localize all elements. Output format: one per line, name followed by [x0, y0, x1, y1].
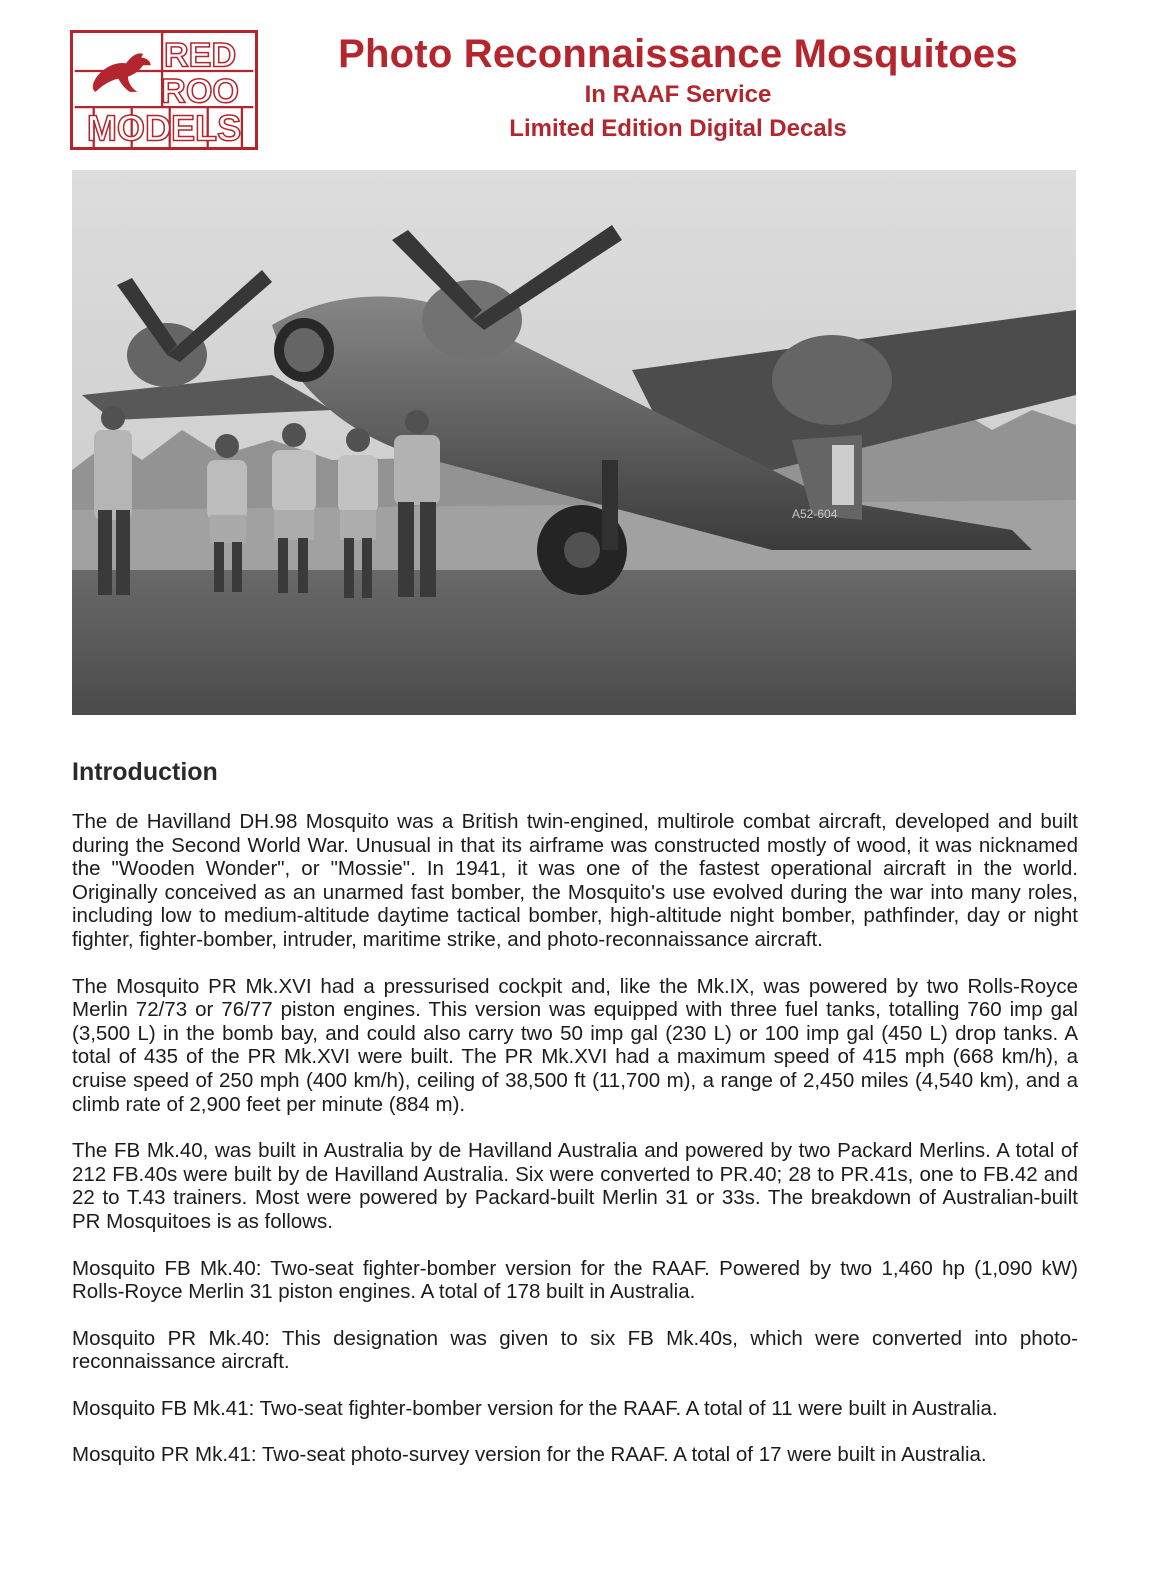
page-title: Photo Reconnaissance Mosquitoes	[338, 32, 1018, 76]
svg-text:ROO: ROO	[161, 72, 240, 111]
logo-graphic	[73, 33, 255, 147]
red-roo-models-logo	[70, 30, 258, 150]
kangaroo-icon	[93, 53, 151, 91]
svg-text:A52-604: A52-604	[792, 507, 838, 521]
section-heading: Introduction	[72, 758, 218, 786]
page-subtitle-secondary: Limited Edition Digital Decals	[509, 115, 847, 142]
page-header	[268, 30, 1088, 146]
svg-text:RED: RED	[164, 36, 237, 75]
paragraph: Mosquito PR Mk.40: This designation was given to six FB Mk.40s, which were converted into photo-reconnaissance aircraft.	[72, 1326, 1078, 1374]
page-subtitle: In RAAF Service	[584, 81, 772, 108]
mosquito-aircraft-photo	[72, 170, 1076, 715]
aircraft-photo-graphic	[72, 170, 1076, 715]
paragraph: Mosquito FB Mk.40: Two-seat fighter-bomber version for the RAAF. Powered by two 1,460 hp (1,090 kW) Rolls-Royce Merlin 31 piston engines. A total of 178 built in Australia.	[72, 1256, 1078, 1304]
svg-text:MODELS: MODELS	[86, 107, 242, 147]
paragraph: Mosquito PR Mk.41: Two-seat photo-survey version for the RAAF. A total of 17 were built in Australia.	[72, 1443, 987, 1467]
introduction-section	[72, 756, 1078, 1490]
paragraph: The FB Mk.40, was built in Australia by de Havilland Australia and powered by two Packard Merlins. A total of 212 FB.40s were built by de Havilland Australia. Six were converted to PR.40; 28 to PR.41s, one to FB.42 and 22 to T.43 trainers. Most were powered by Packard-built Merlin 31 or 33s. The breakdown of Australian-built PR Mosquitoes is as follows.	[72, 1139, 1078, 1233]
paragraph: Mosquito FB Mk.41: Two-seat fighter-bomber version for the RAAF. A total of 11 were built in Australia.	[72, 1396, 998, 1420]
paragraph: The Mosquito PR Mk.XVI had a pressurised cockpit and, like the Mk.IX, was powered by two Rolls-Royce Merlin 72/73 or 76/77 piston engines. This version was equipped with three fuel tanks, totalling 760 imp gal (3,500 L) in the bomb bay, and could also carry two 50 imp gal (230 L) or 100 imp gal (450 L) drop tanks. A total of 435 of the PR Mk.XVI were built. The PR Mk.XVI had a maximum speed of 415 mph (668 km/h), a cruise speed of 250 mph (400 km/h), ceiling of 38,500 ft (11,700 m), a range of 2,450 miles (4,540 km), and a climb rate of 2,900 feet per minute (884 m).	[72, 974, 1078, 1116]
paragraph: The de Havilland DH.98 Mosquito was a British twin-engined, multirole combat aircraft, developed and built during the Second World War. Unusual in that its airframe was constructed mostly of wood, it was nicknamed the "Wooden Wonder", or "Mossie". In 1941, it was one of the fastest operational aircraft in the world. Originally conceived as an unarmed fast bomber, the Mosquito's use evolved during the war into many roles, including low to medium-altitude daytime tactical bomber, high-altitude night bomber, pathfinder, day or night fighter, fighter-bomber, intruder, maritime strike, and photo-reconnaissance aircraft.	[72, 810, 1078, 951]
